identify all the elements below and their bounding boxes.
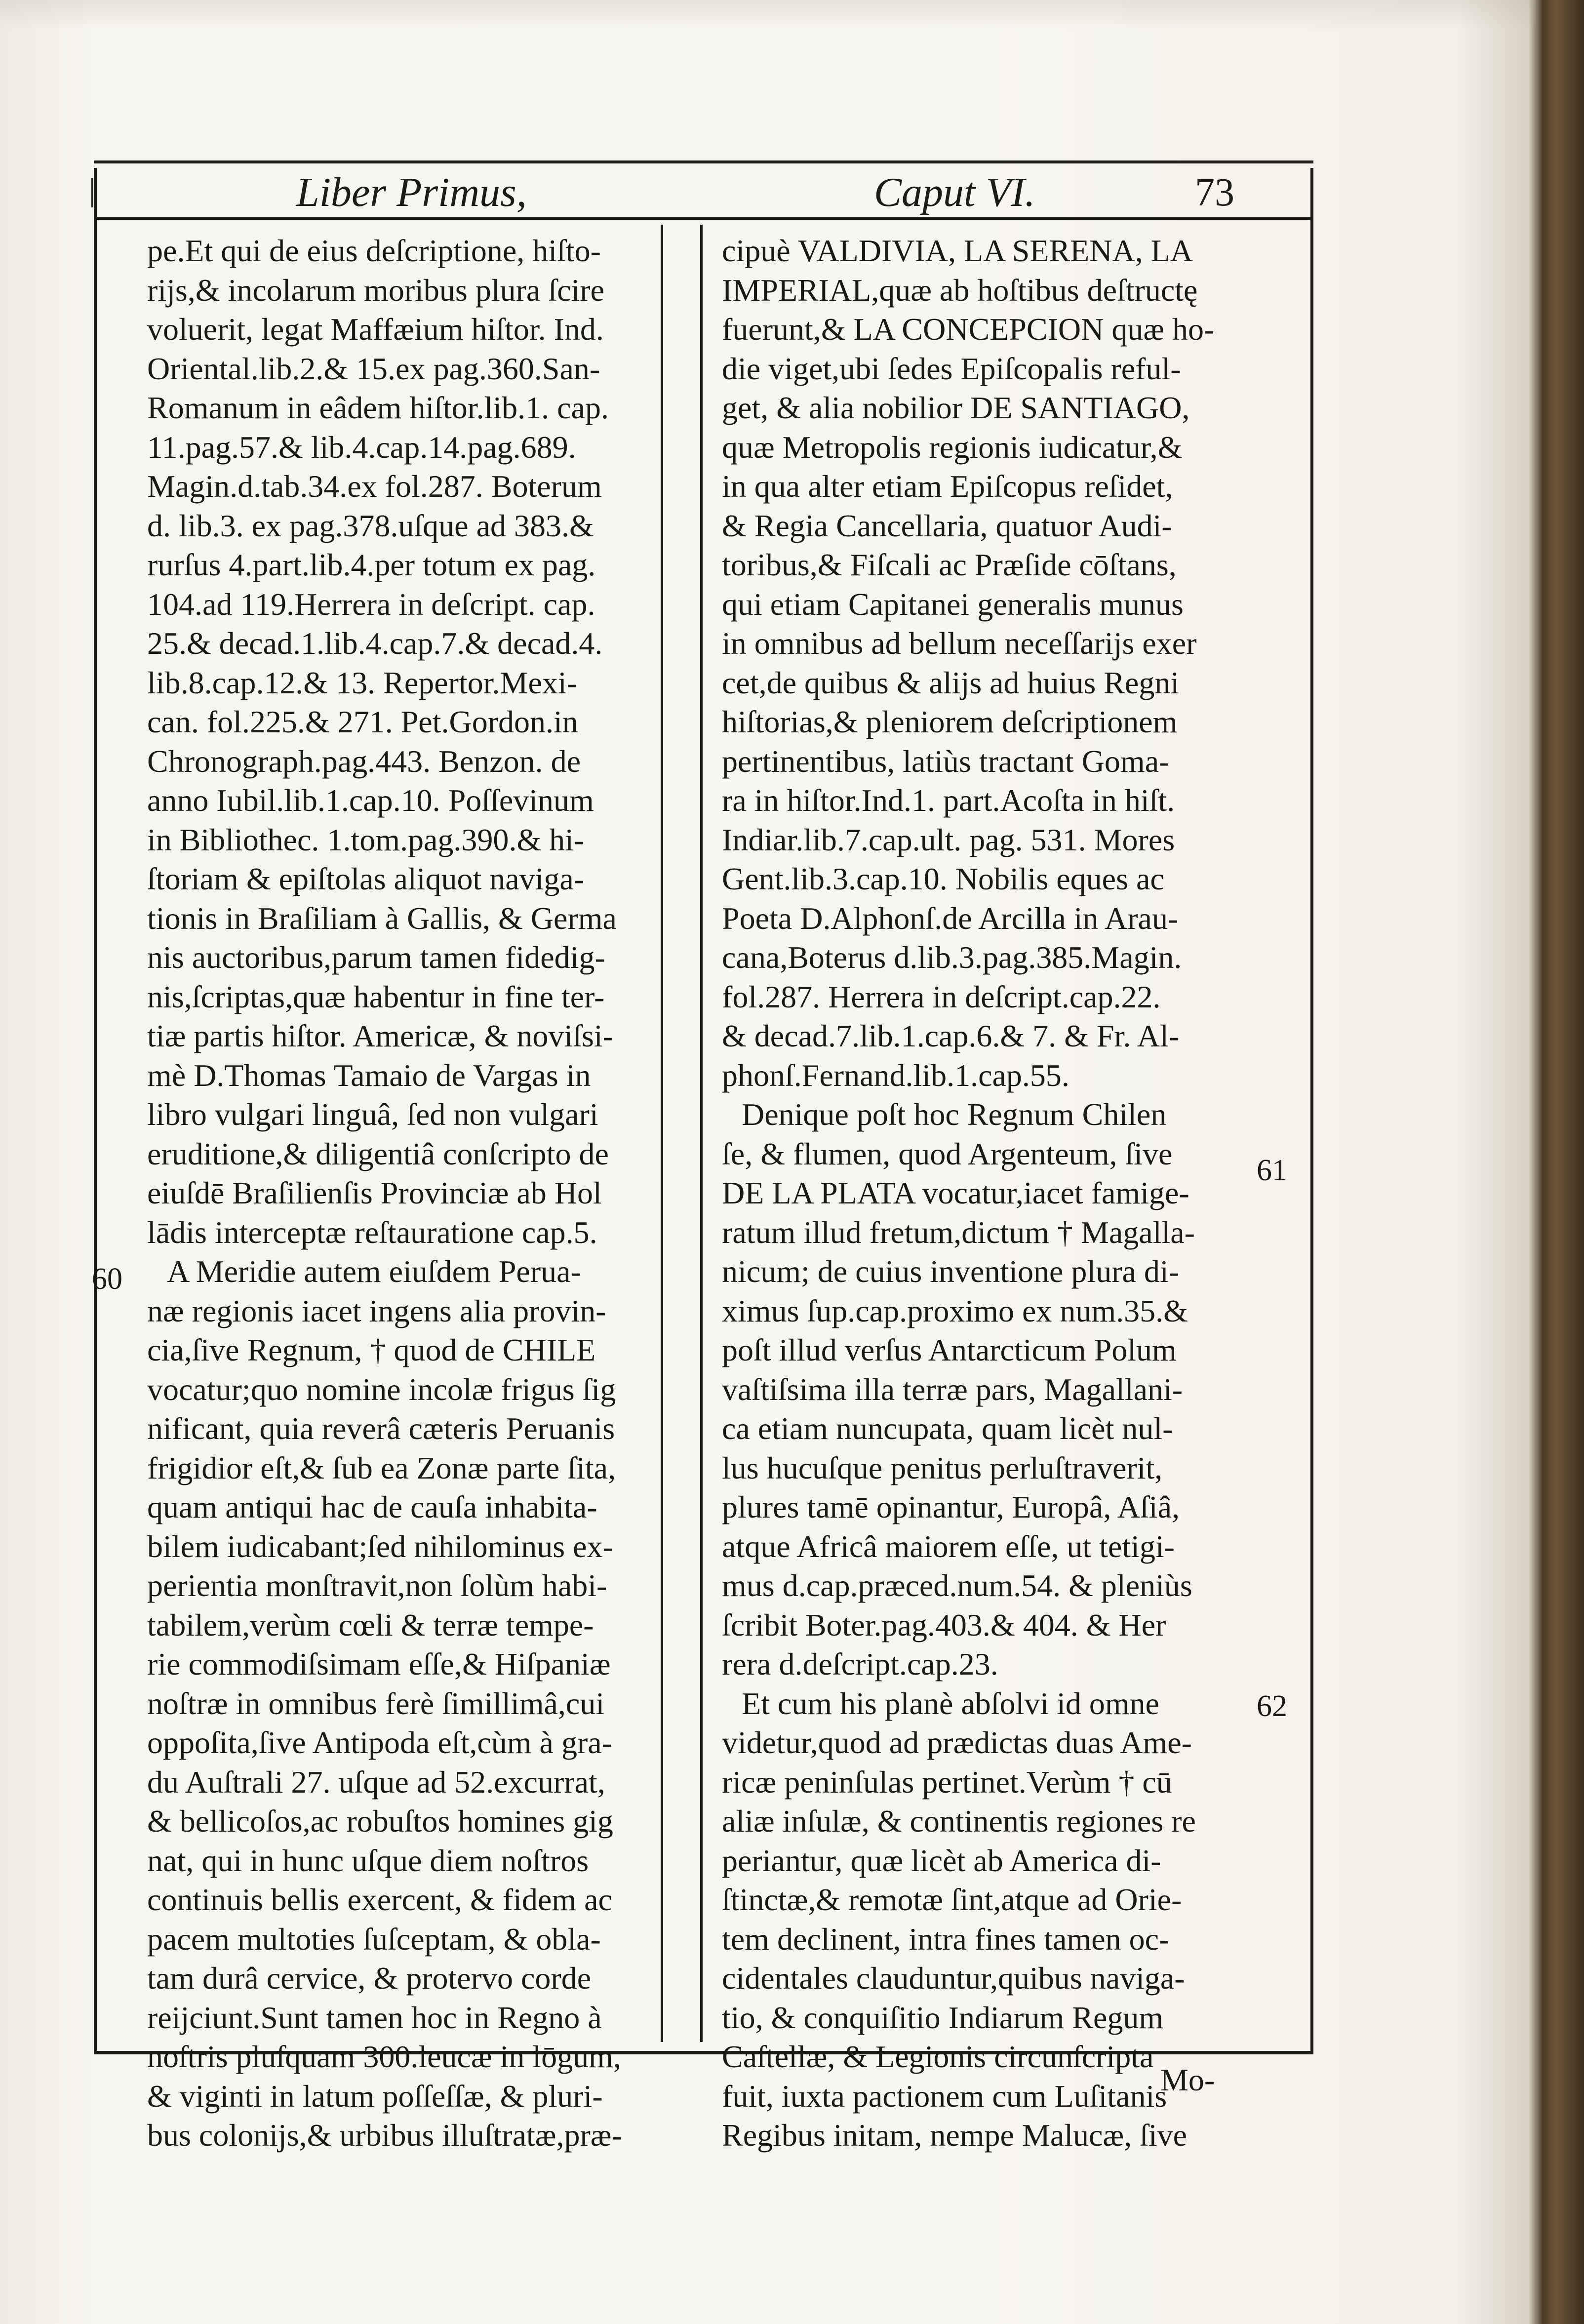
text-line: 11.pag.57.& lib.4.cap.14.pag.689. (147, 429, 576, 465)
running-head-chapter: Caput VI. (874, 169, 1035, 215)
text-line: & viginti in latum poſſeſſæ, & pluri- (147, 2078, 603, 2114)
text-line: fuit, iuxta pactionem cum Luſitanis (722, 2078, 1167, 2114)
text-line: get, & alia nobilior DE SANTIAGO, (722, 390, 1190, 425)
header-rule-top (94, 160, 1313, 163)
text-line: pacem multoties ſuſceptam, & obla- (147, 1921, 601, 1957)
text-line: nis auctoribus,parum tamen fidedig- (147, 940, 605, 975)
text-line: rijs,& incolarum moribus plura ſcire (147, 272, 604, 308)
text-line: can. fol.225.& 271. Pet.Gordon.in (147, 704, 578, 739)
text-line: plures tamē opinantur, Europâ, Aſiâ, (722, 1489, 1180, 1524)
right-text-column (722, 231, 1235, 2153)
text-line: continuis bellis exercent, & fidem ac (147, 1882, 612, 1917)
left-text-column (147, 231, 661, 2153)
text-line: cana,Boterus d.lib.3.pag.385.Magin. (722, 940, 1182, 975)
text-line: Romanum in eâdem hiſtor.lib.1. cap. (147, 390, 609, 425)
text-line: nis,ſcriptas,quæ habentur in fine ter- (147, 979, 605, 1014)
text-line: ratum illud fretum,dictum † Magalla- (722, 1214, 1195, 1250)
text-line: quam antiqui hac de cauſa inhabita- (147, 1489, 597, 1524)
text-line: in Bibliothec. 1.tom.pag.390.& hi- (147, 822, 585, 857)
text-line: Denique poſt hoc Regnum Chilen (742, 1097, 1167, 1132)
header-left-edge (91, 178, 93, 207)
text-line: fol.287. Herrera in deſcript.cap.22. (722, 979, 1161, 1014)
text-line: ſe, & flumen, quod Argenteum, ſive (722, 1136, 1173, 1171)
text-line: qui etiam Capitanei generalis munus (722, 586, 1184, 622)
text-line: nat, qui in hunc uſque diem noſtros (147, 1843, 589, 1878)
text-line: hiſtorias,& pleniorem deſcriptionem (722, 704, 1178, 739)
text-line: periantur, quæ licèt ab America di- (722, 1843, 1161, 1878)
text-line: vaſtiſsima illa terræ pars, Magallani- (722, 1371, 1183, 1407)
text-line: tio, & conquiſitio Indiarum Regum (722, 2000, 1164, 2035)
text-line: eiuſdē Braſilienſis Provinciæ ab Hol (147, 1175, 602, 1210)
text-line: vocatur;quo nomine incolæ frigus ſig (147, 1371, 616, 1407)
text-line: lib.8.cap.12.& 13. Repertor.Mexi- (147, 665, 577, 700)
text-line: pe.Et qui de eius deſcriptione, hiſto- (147, 233, 601, 268)
text-line: die viget,ubi ſedes Epiſcopalis reful- (722, 351, 1181, 386)
text-line: lus hucuſque penitus perluſtraverit, (722, 1450, 1163, 1485)
text-line: oppoſita,ſive Antipoda eſt,cùm à gra- (147, 1725, 612, 1760)
text-line: rera d.deſcript.cap.23. (722, 1646, 998, 1682)
text-line: & bellicoſos,ac robuſtos homines gig (147, 1803, 613, 1839)
text-line: frigidior eſt,& ſub ea Zonæ parte ſita, (147, 1450, 616, 1485)
text-line: ximus ſup.cap.proximo ex num.35.& (722, 1293, 1188, 1328)
text-line: reijciunt.Sunt tamen hoc in Regno à (147, 2000, 602, 2035)
text-line: ſtinctæ,& remotæ ſint,atque ad Orie- (722, 1882, 1182, 1917)
text-line: voluerit, legat Maffæium hiſtor. Ind. (147, 312, 604, 347)
text-line: tionis in Braſiliam à Gallis, & Germa (147, 900, 617, 936)
text-line: IMPERIAL,quæ ab hoſtibus deſtructę (722, 272, 1198, 308)
page-shadow (0, 0, 1536, 30)
text-line: aliæ inſulæ, & continentis regiones re (722, 1803, 1196, 1839)
text-line: lādis interceptæ reſtauratione cap.5. (147, 1214, 597, 1250)
margin-note-62: 62 (1257, 1689, 1287, 1723)
text-line: Gent.lib.3.cap.10. Nobilis eques ac (722, 861, 1164, 896)
text-line: du Auſtrali 27. uſque ad 52.excurrat, (147, 1764, 605, 1800)
text-line: libro vulgari linguâ, ſed non vulgari (147, 1097, 598, 1132)
text-line: Oriental.lib.2.& 15.ex pag.360.San- (147, 351, 600, 386)
text-line: noſtræ in omnibus ferè ſimillimâ,cui (147, 1685, 605, 1721)
text-line: cipuè VALDIVIA, LA SERENA, LA (722, 233, 1193, 268)
text-line: Et cum his planè abſolvi id omne (742, 1685, 1160, 1721)
text-line: nificant, quia reverâ cæteris Peruanis (147, 1411, 615, 1446)
text-line: toribus,& Fiſcali ac Præſide cōſtans, (722, 547, 1177, 582)
text-line: mus d.cap.præced.num.54. & pleniùs (722, 1568, 1192, 1603)
text-line: d. lib.3. ex pag.378.uſque ad 383.& (147, 508, 594, 543)
text-line: nicum; de cuius inventione plura di- (722, 1254, 1179, 1289)
text-line: pertinentibus, latiùs tractant Goma- (722, 743, 1170, 779)
text-line: rurſus 4.part.lib.4.per totum ex pag. (147, 547, 596, 582)
text-line: noſtris pluſquam 300.leucæ in lōgum, (147, 2039, 621, 2074)
text-line: bus colonijs,& urbibus illuſtratæ,præ- (147, 2118, 622, 2153)
text-line: videtur,quod ad prædictas duas Ame- (722, 1725, 1192, 1760)
text-line: fuerunt,& LA CONCEPCION quæ ho- (722, 312, 1215, 347)
text-line: cia,ſive Regnum, † quod de CHILE (147, 1332, 596, 1367)
text-line: DE LA PLATA vocatur,iacet famige- (722, 1175, 1189, 1210)
text-line: Caſtellæ, & Legionis circunſcripta (722, 2039, 1154, 2074)
margin-note-61: 61 (1257, 1154, 1287, 1187)
column-divider-left (661, 225, 663, 2042)
text-line: ca etiam nuncupata, quam licèt nul- (722, 1411, 1173, 1446)
text-line: Chronograph.pag.443. Benzon. de (147, 743, 581, 779)
text-line: 104.ad 119.Herrera in deſcript. cap. (147, 586, 595, 622)
text-line: ſcribit Boter.pag.403.& 404. & Her (722, 1607, 1166, 1643)
text-line: Indiar.lib.7.cap.ult. pag. 531. Mores (722, 822, 1175, 857)
text-line: cidentales clauduntur,quibus naviga- (722, 1961, 1185, 1996)
text-line: ra in hiſtor.Ind.1. part.Acoſta in hiſt. (722, 783, 1175, 818)
text-line: tem declinent, intra fines tamen oc- (722, 1921, 1170, 1957)
text-line: Poeta D.Alphonſ.de Arcilla in Arau- (722, 900, 1179, 936)
text-line: tiæ partis hiſtor. Americæ, & noviſsi- (147, 1018, 613, 1053)
text-line: in omnibus ad bellum neceſſarijs exer (722, 626, 1197, 661)
text-line: rie commodiſsimam eſſe,& Hiſpaniæ (147, 1646, 611, 1682)
text-line: perientia monſtravit,non ſolùm habi- (147, 1568, 607, 1603)
text-line: cet,de quibus & alijs ad huius Regni (722, 665, 1180, 700)
text-line: & decad.7.lib.1.cap.6.& 7. & Fr. Al- (722, 1018, 1180, 1053)
text-line: in qua alter etiam Epiſcopus reſidet, (722, 469, 1173, 504)
text-line: anno Iubil.lib.1.cap.10. Poſſevinum (147, 783, 594, 818)
running-head-book: Liber Primus, (296, 169, 527, 215)
margin-note-60: 60 (92, 1262, 122, 1296)
catchword: Mo- (1160, 2062, 1215, 2097)
text-line: atque Africâ maiorem eſſe, ut tetigi- (722, 1528, 1175, 1564)
text-line: 25.& decad.1.lib.4.cap.7.& decad.4. (147, 626, 603, 661)
text-line: mè D.Thomas Tamaio de Vargas in (147, 1057, 591, 1093)
text-line: tabilem,verùm cœli & terræ tempe- (147, 1607, 594, 1643)
text-line: quæ Metropolis regionis iudicatur,& (722, 429, 1183, 465)
text-line: ſtoriam & epiſtolas aliquot naviga- (147, 861, 585, 896)
text-line: ricæ peninſulas pertinet.Verùm † cū (722, 1764, 1172, 1800)
text-line: phonſ.Fernand.lib.1.cap.55. (722, 1057, 1069, 1093)
text-line: næ regionis iacet ingens alia provin- (147, 1293, 606, 1328)
text-line: & Regia Cancellaria, quatuor Audi- (722, 508, 1172, 543)
text-line: Regibus initam, nempe Malucæ, ſive (722, 2118, 1188, 2153)
column-divider-right (700, 225, 703, 2042)
text-line: eruditione,& diligentiâ conſcripto de (147, 1136, 609, 1171)
text-line: Magin.d.tab.34.ex fol.287. Boterum (147, 469, 602, 504)
text-line: bilem iudicabant;ſed nihilominus ex- (147, 1528, 613, 1564)
text-line: tam durâ cervice, & protervo corde (147, 1961, 592, 1996)
text-line: poſt illud verſus Antarcticum Polum (722, 1332, 1177, 1367)
text-line: A Meridie autem eiuſdem Perua- (167, 1254, 581, 1289)
page-number: 73 (1195, 171, 1234, 214)
